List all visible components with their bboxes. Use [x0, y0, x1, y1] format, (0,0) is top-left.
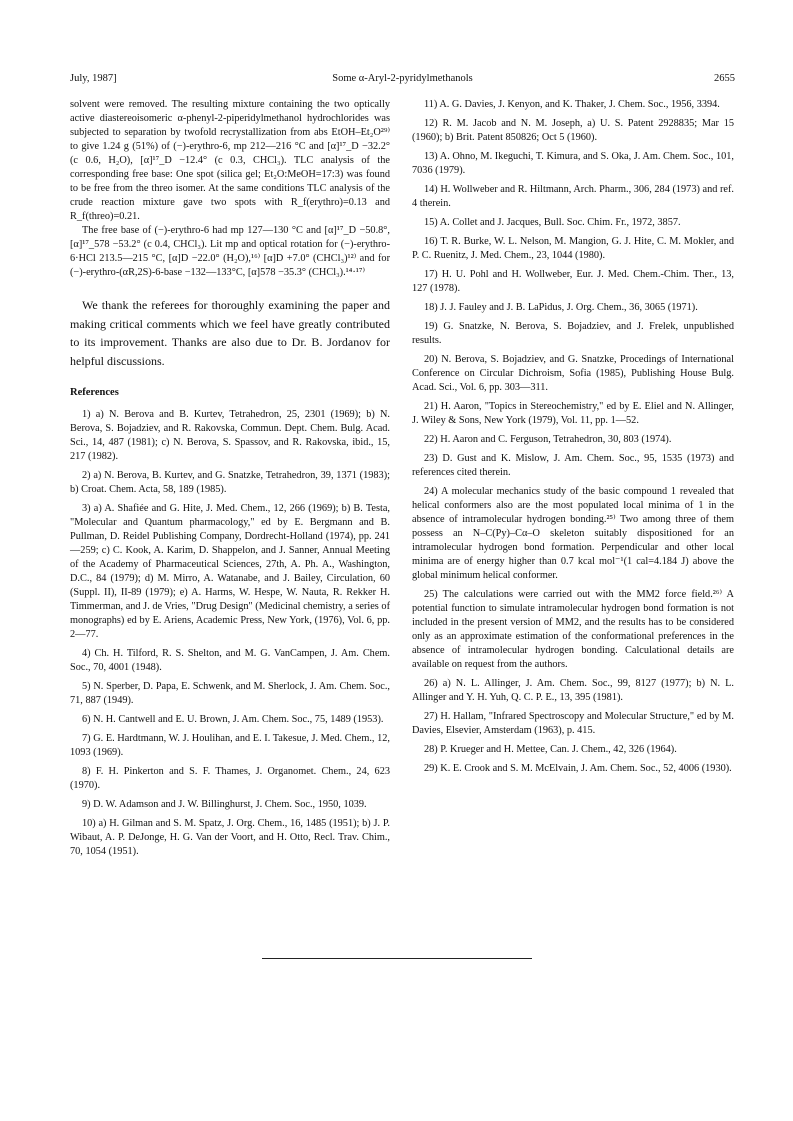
- header-title: Some α-Aryl-2-pyridylmethanols: [332, 73, 473, 84]
- right-column: [412, 98, 734, 781]
- reference-item: 9) D. W. Adamson and J. W. Billinghurst, J. Chem. Soc., 1950, 1039.: [82, 799, 367, 810]
- reference-item: 27) H. Hallam, "Infrared Spectroscopy and Molecular Structure," ed by M. Davies, Elsevier, Amsterdam (1963), p. 415.: [412, 711, 734, 736]
- running-header: [70, 72, 735, 86]
- header-date: July, 1987]: [70, 73, 117, 84]
- reference-item: 21) H. Aaron, "Topics in Stereochemistry," ed by E. Eliel and N. Allinger, J. Wiley & Sons, New York (1979), Vol. 11, pp. 1—52.: [412, 401, 734, 426]
- reference-item: 20) N. Berova, S. Bojadziev, and G. Snatzke, Procedings of International Conference on Circular Dichroism, Sofia (1985), Publishing House Bulg. Acad. Sci., Vol. 6, pp. 303—311.: [412, 354, 734, 393]
- reference-item: 18) J. J. Fauley and J. B. LaPidus, J. Org. Chem., 36, 3065 (1971).: [424, 302, 698, 313]
- reference-item: 19) G. Snatzke, N. Berova, S. Bojadziev, and J. Frelek, unpublished results.: [412, 321, 734, 346]
- references-list-left: [70, 408, 390, 859]
- reference-item: 6) N. H. Cantwell and E. U. Brown, J. Am. Chem. Soc., 75, 1489 (1953).: [82, 714, 384, 725]
- reference-item: 8) F. H. Pinkerton and S. F. Thames, J. Organomet. Chem., 24, 623 (1970).: [70, 766, 390, 791]
- reference-item: 13) A. Ohno, M. Ikeguchi, T. Kimura, and S. Oka, J. Am. Chem. Soc., 101, 7036 (1979).: [412, 151, 734, 176]
- experimental-paragraph: solvent were removed. The resulting mixture containing the two optically active diastereoisomeric α-phenyl-2-piperidylmethanol hydrochlorides was subjected to separation by twofold recrystallization from abs EtOH–Et₂O²⁹⁾ to give 1.24 g (51%) of (−)-erythro-6, mp 212—216 °C and [α]¹⁷_D −32.2° (c 0.6, H₂O), [α]¹⁷_D −12.4° (c 0.3, CHCl₃). TLC analysis of the corresponding free base: One spot (silica gel; Et₂O:MeOH=17:3) was found to be free from the threo isomer. At the same conditions TLC analysis of the crude reaction mixture gave two spots with R_f(erythro)=0.13 and R_f(threo)=0.21.: [70, 99, 390, 222]
- reference-item: 10) a) H. Gilman and S. M. Spatz, J. Org. Chem., 16, 1485 (1951); b) J. P. Wibaut, A. P. DeJonge, H. G. Van der Voort, and H. Otto, Recl. Trav. Chim., 70, 1054 (1951).: [70, 818, 390, 857]
- reference-item: 15) A. Collet and J. Jacques, Bull. Soc. Chim. Fr., 1972, 3857.: [424, 217, 681, 228]
- end-rule: [262, 958, 532, 959]
- reference-item: 26) a) N. L. Allinger, J. Am. Chem. Soc., 99, 8127 (1977); b) N. L. Allinger and Y. H. Yuh, Q. C. P. E., 13, 395 (1981).: [412, 678, 734, 703]
- reference-item: 17) H. U. Pohl and H. Wollweber, Eur. J. Med. Chem.-Chim. Ther., 13, 127 (1978).: [412, 269, 734, 294]
- reference-item: 1) a) N. Berova and B. Kurtev, Tetrahedron, 25, 2301 (1969); b) N. Berova, S. Bojadziev, and R. Rakovska, Commun. Dept. Chem. Bulg. Acad. Sci., 14, 487 (1981); c) N. Berova, S. Spassov, and R. Rakovska, ibid., 15, 217 (1982).: [70, 409, 390, 462]
- reference-item: 22) H. Aaron and C. Ferguson, Tetrahedron, 30, 803 (1974).: [424, 434, 672, 445]
- acknowledgment: We thank the referees for thoroughly examining the paper and making critical comments which we feel have greatly contributed to its improvement. Thanks are also due to Dr. B. Jordanov for helpful discussions.: [70, 298, 390, 368]
- reference-item: 12) R. M. Jacob and N. M. Joseph, a) U. S. Patent 2928835; Mar 15 (1960); b) Brit. Patent 850826; Oct 5 (1960).: [412, 118, 734, 143]
- left-column: [70, 98, 390, 864]
- references-heading: References: [70, 387, 119, 398]
- reference-item: 14) H. Wollweber and R. Hiltmann, Arch. Pharm., 306, 284 (1973) and ref. 4 therein.: [412, 184, 734, 209]
- reference-item: 2) a) N. Berova, B. Kurtev, and G. Snatzke, Tetrahedron, 39, 1371 (1983); b) Croat. Chem. Acta, 58, 189 (1985).: [70, 470, 390, 495]
- reference-item: 24) A molecular mechanics study of the basic compound 1 revealed that helical conformers also are the most populated local minima of 1 in the absence of intramolecular hydrogen bonding.²⁵⁾ Two among three of them possess an N–C(Py)–Cα–O skeleton suitably dispositioned for an intramolecular hydrogen bond formation. Perpendicular and other local minima are of energy higher than 0.7 kcal mol⁻¹(1 cal=4.184 J) above the global minimum helical conformer.: [412, 486, 734, 581]
- reference-item: 16) T. R. Burke, W. L. Nelson, M. Mangion, G. J. Hite, C. M. Mokler, and P. C. Ruenitz, J. Med. Chem., 23, 1044 (1980).: [412, 236, 734, 261]
- free-base-paragraph: The free base of (−)-erythro-6 had mp 127—130 °C and [α]¹⁷_D −50.8°, [α]¹⁷_578 −53.2° (c 0.4, CHCl₃). Lit mp and optical rotation for (−)-erythro-6·HCl 213.5—215 °C, [α]D −22.0° (H₂O),¹⁶⁾ [α]D +7.0° (CHCl₃)¹²⁾ and for (−)-erythro-(αR,2S)-6-base −132—133°C, [α]578 −35.3° (CHCl₃).¹⁴·¹⁷⁾: [70, 225, 390, 278]
- reference-item: 29) K. E. Crook and S. M. McElvain, J. Am. Chem. Soc., 52, 4006 (1930).: [424, 763, 732, 774]
- reference-item: 4) Ch. H. Tilford, R. S. Shelton, and M. G. VanCampen, J. Am. Chem. Soc., 70, 4001 (1948).: [70, 648, 390, 673]
- references-list-right: [412, 98, 734, 776]
- page-number: 2655: [714, 73, 735, 84]
- reference-item: 11) A. G. Davies, J. Kenyon, and K. Thaker, J. Chem. Soc., 1956, 3394.: [424, 99, 720, 110]
- reference-item: 5) N. Sperber, D. Papa, E. Schwenk, and M. Sherlock, J. Am. Chem. Soc., 71, 887 (1949).: [70, 681, 390, 706]
- reference-item: 3) a) A. Shafiée and G. Hite, J. Med. Chem., 12, 266 (1969); b) B. Testa, "Molecular and Quantum pharmacology," ed by E. Bergmann and B. Pullman, D. Reidel Publishing Company, Dordrecht-Holland (1974), pp. 241—259; c) C. Kook, A. Karim, D. Shappelon, and J. Sanner, Annual Meeting of the Academy of Pharmaceutical Sciences, 27th, A. Ph. A., Washington, D.C., 84 (1979); d) M. Mirro, A. Watanabe, and J. Bailey, Circulation, 60 (Suppl. II), II-89 (1979); e) A. Harms, W. Hespe, W. Nauta, R. Rekker H. Timmerman, and J. de Vries, "Drug Design" (Medicinal chemistry, a series of monographs) ed by E. Ariens, Academic Press, New York, (1976), Vol. 6, pp. 2—77.: [70, 503, 390, 640]
- reference-item: 28) P. Krueger and H. Mettee, Can. J. Chem., 42, 326 (1964).: [424, 744, 677, 755]
- reference-item: 23) D. Gust and K. Mislow, J. Am. Chem. Soc., 95, 1535 (1973) and references cited therein.: [412, 453, 734, 478]
- reference-item: 7) G. E. Hardtmann, W. J. Houlihan, and E. I. Takesue, J. Med. Chem., 12, 1093 (1969).: [70, 733, 390, 758]
- reference-item: 25) The calculations were carried out with the MM2 force field.²⁶⁾ A potential function to simulate intramolecular hydrogen bond formation is not included in the present version of MM2, and the results has to be considered only as an approximate estimation of the conformational preferences in the absence of intramolecular hydrogen bonding. Calculational details are available on request from the authors.: [412, 589, 734, 670]
